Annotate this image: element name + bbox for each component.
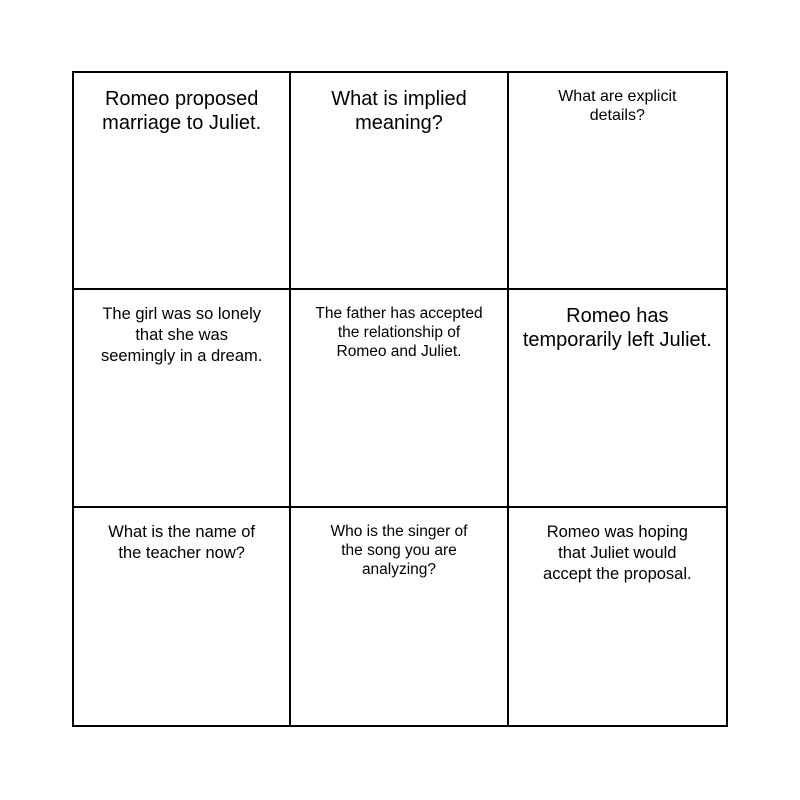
bingo-cell-5[interactable] <box>291 290 508 507</box>
bingo-cell-7[interactable] <box>74 508 291 725</box>
bingo-cell-text: What is the name of the teacher now? <box>108 522 256 562</box>
bingo-cell-6[interactable] <box>509 290 726 507</box>
bingo-cell-8[interactable] <box>291 508 508 725</box>
bingo-cell-text: The girl was so lonely that she was seemingly in a dream. <box>100 305 263 366</box>
bingo-cell-text: Romeo proposed marriage to Juliet. <box>102 88 262 134</box>
bingo-cell-text: Who is the singer of the song you are analyzing? <box>330 522 468 578</box>
bingo-cell-text: Romeo was hoping that Juliet would accept the proposal. <box>543 522 692 583</box>
bingo-cell-text: The father has accepted the relationship of Romeo and Juliet. <box>315 305 483 361</box>
bingo-cell-3[interactable] <box>509 73 726 290</box>
bingo-cell-text: Romeo has temporarily left Juliet. <box>522 305 712 352</box>
bingo-cell-9[interactable] <box>509 508 726 725</box>
bingo-cell-4[interactable] <box>74 290 291 507</box>
bingo-cell-2[interactable] <box>291 73 508 290</box>
bingo-grid <box>72 71 728 727</box>
bingo-cell-1[interactable] <box>74 73 291 290</box>
bingo-cell-text: What is implied meaning? <box>331 88 467 134</box>
bingo-cell-text: What are explicit details? <box>558 88 677 124</box>
